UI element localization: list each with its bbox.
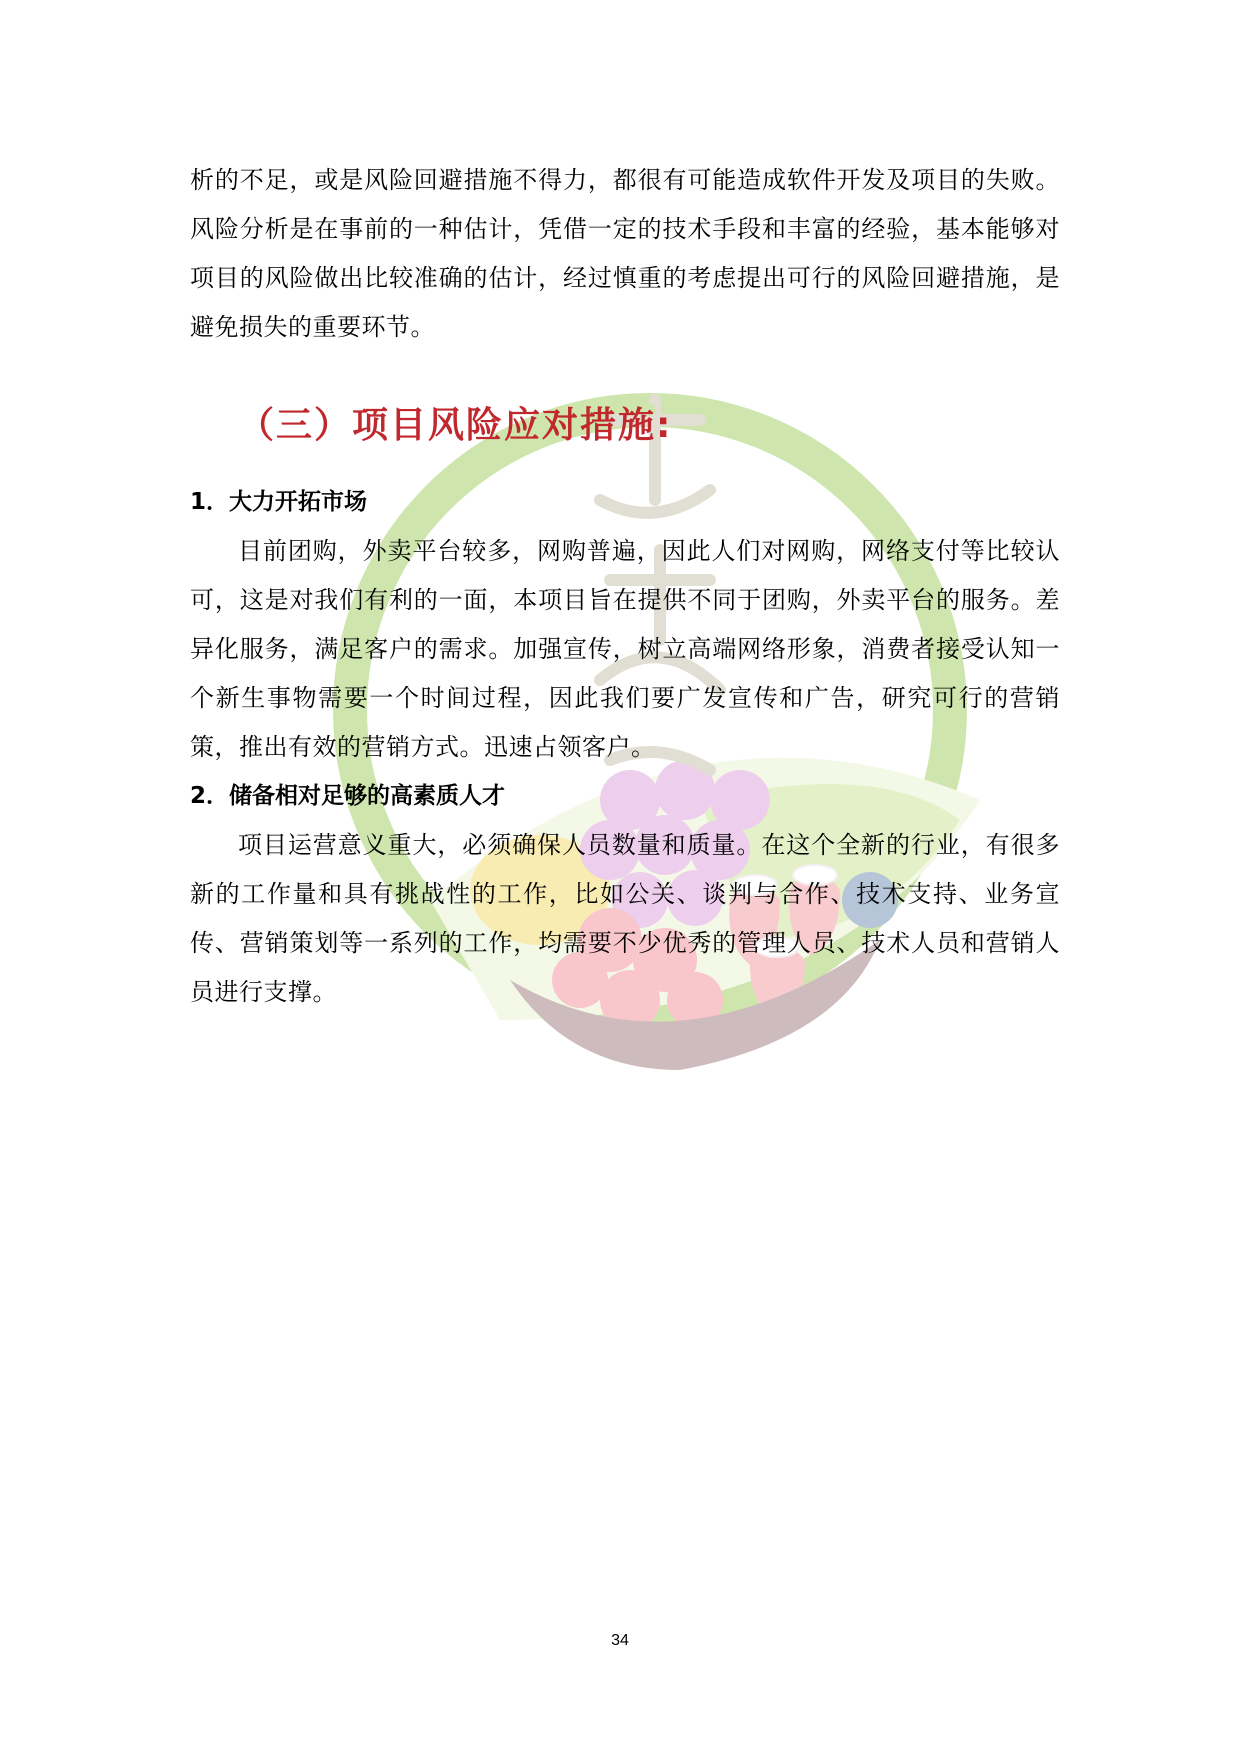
- subsection-heading-2: 2．储备相对足够的高素质人才: [190, 783, 506, 809]
- subsection-body-1: 目前团购，外卖平台较多，网购普遍，因此人们对网购，网络支付等比较认可，这是对我们有利的一面，本项目旨在提供不同于团购，外卖平台的服务。差异化服务，满足客户的需求。加强宣传，树立高端网络形象，消费者接受认知一个新生事物需要一个时间过程，因此我们要广发宣传和广告，研究可行的营销策，推出有效的营销方式。迅速占领客户。: [190, 537, 1060, 761]
- section-heading: （三）项目风险应对措施:: [238, 405, 673, 446]
- intro-paragraph: 析的不足，或是风险回避措施不得力，都很有可能造成软件开发及项目的失败。风险分析是在事前的一种估计，凭借一定的技术手段和丰富的经验，基本能够对项目的风险做出比较准确的估计，经过慎重的考虑提出可行的风险回避措施，是避免损失的重要环节。: [190, 166, 1060, 341]
- subsection-heading-1: 1．大力开拓市场: [190, 489, 368, 515]
- subsection-body-2: 项目运营意义重大，必须确保人员数量和质量。在这个全新的行业，有很多新的工作量和具有挑战性的工作，比如公关、谈判与合作、技术支持、业务宣传、营销策划等一系列的工作，均需要不少优秀的管理人员、技术人员和营销人员进行支撑。: [190, 831, 1060, 1006]
- page-number: 34: [611, 1632, 629, 1649]
- document-body: [190, 156, 1060, 1017]
